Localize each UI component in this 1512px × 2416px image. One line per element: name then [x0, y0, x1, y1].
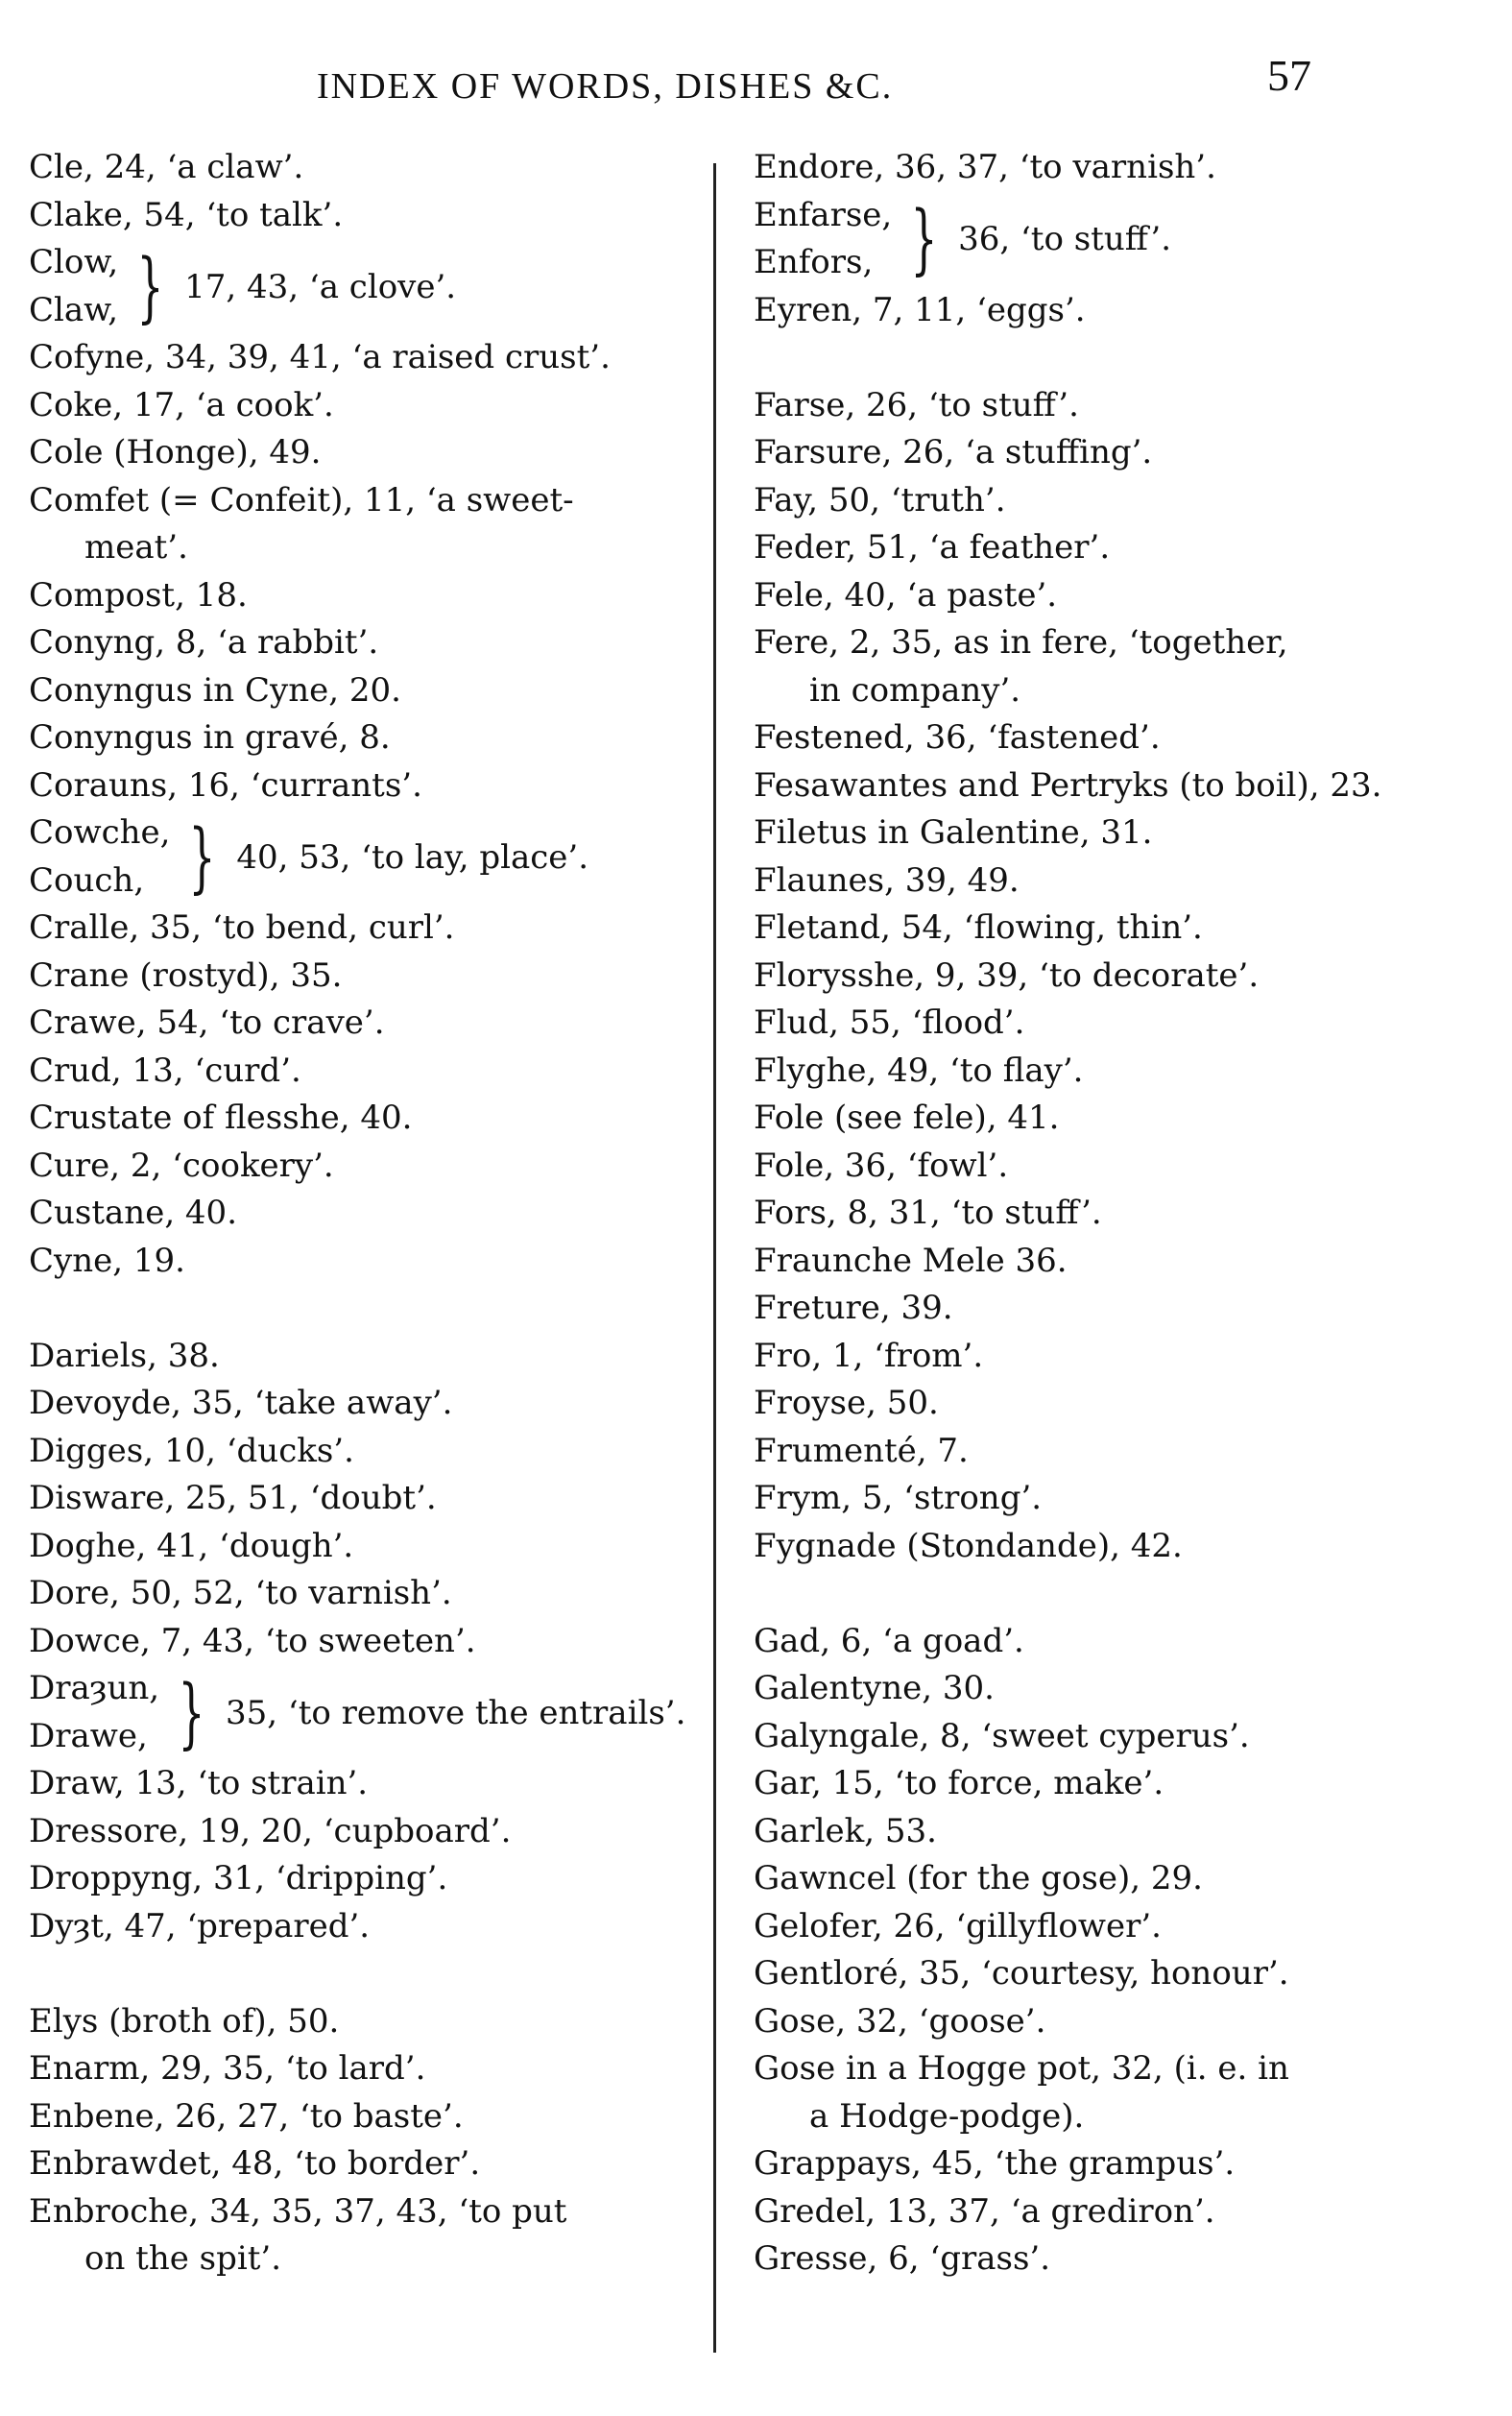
index-entry: Gredel, 13, 37, ‘a grediron’. — [754, 2191, 1215, 2231]
index-entry: Cle, 24, ‘a claw’. — [29, 148, 304, 186]
index-entry: Fraunche Mele 36. — [754, 1241, 1068, 1280]
index-entry-variant-pair — [754, 192, 1426, 287]
index-entry: Enbene, 26, 27, ‘to baste’. — [29, 2096, 464, 2136]
index-entry: Froyse, 50. — [754, 1384, 939, 1422]
index-entry: Filetus in Galentine, 31. — [754, 813, 1153, 852]
index-entry: Cole (Honge), 49. — [29, 433, 322, 471]
index-entry: Elys (broth of), 50. — [29, 2001, 340, 2041]
variant-word: Cowche, — [29, 813, 171, 852]
index-entry: Gentloré, 35, ‘courtesy, honour’. — [754, 1954, 1289, 1993]
index-entry: Gresse, 6, ‘grass’. — [754, 2239, 1051, 2278]
index-entry: Galyngale, 8, ‘sweet cyperus’. — [754, 1716, 1250, 1755]
index-entry: Dowce, 7, 43, ‘to sweeten’. — [29, 1621, 476, 1660]
index-entry: Dariels, 38. — [29, 1336, 220, 1375]
index-entry: Corauns, 16, ‘currants’. — [29, 765, 422, 805]
entry-definition: 17, 43, ‘a clove’. — [184, 267, 457, 306]
index-entry: Flud, 55, ‘flood’. — [754, 1003, 1025, 1042]
variant-word: Enfors, — [754, 243, 874, 281]
index-entry: Dressore, 19, 20, ‘cupboard’. — [29, 1811, 512, 1850]
index-column-left — [29, 144, 701, 2283]
index-entry: Fole, 36, ‘fowl’. — [754, 1146, 1009, 1185]
index-entry-variant-pair — [29, 1665, 701, 1760]
running-title: INDEX OF WORDS, DISHES &C. — [317, 66, 894, 107]
index-entry: Cyne, 19. — [29, 1241, 185, 1280]
index-entry: Frumenté, 7. — [754, 1431, 969, 1470]
index-entry: Cralle, 35, ‘to bend, curl’. — [29, 908, 455, 947]
index-entry: Grappays, 45, ‘the grampus’. — [754, 2144, 1236, 2183]
index-entry: Fro, 1, ‘from’. — [754, 1336, 984, 1375]
variant-word: Enfarse, — [754, 195, 893, 234]
section-gap — [754, 1570, 1426, 1618]
index-entry: Farsure, 26, ‘a stuffing’. — [754, 433, 1153, 471]
index-entry: Gose in a Hogge pot, 32, (i. e. in — [754, 2049, 1289, 2088]
index-entry: Festened, 36, ‘fastened’. — [754, 718, 1161, 757]
index-entry: Conyng, 8, ‘a rabbit’. — [29, 623, 379, 662]
index-entry: Fesawantes and Pertryks (to boil), 23. — [754, 765, 1382, 805]
section-gap — [29, 1285, 701, 1333]
index-entry: Disware, 25, 51, ‘doubt’. — [29, 1479, 437, 1517]
index-entry: Droppyng, 31, ‘dripping’. — [29, 1859, 448, 1897]
variant-words — [29, 239, 118, 334]
index-entry: Coke, 17, ‘a cook’. — [29, 385, 334, 424]
brace-mark: } — [188, 811, 216, 902]
brace-mark: } — [910, 194, 938, 283]
index-entry: Comfet (= Confeit), 11, ‘a sweet- — [29, 480, 574, 519]
entry-definition: 35, ‘to remove the entrails’. — [226, 1693, 686, 1732]
index-entry: Fay, 50, ‘truth’. — [754, 480, 1006, 519]
index-entry: Fele, 40, ‘a paste’. — [754, 575, 1058, 615]
section-gap — [29, 1950, 701, 1998]
variant-words — [29, 1665, 159, 1760]
index-entry: Flaunes, 39, 49. — [754, 860, 1020, 900]
index-entry: Crawe, 54, ‘to crave’. — [29, 1003, 385, 1042]
index-entry: Gawncel (for the gose), 29. — [754, 1859, 1203, 1897]
index-entry: Galentyne, 30. — [754, 1669, 995, 1707]
index-entry: Digges, 10, ‘ducks’. — [29, 1431, 354, 1470]
index-entry-continuation: meat’. — [84, 528, 188, 567]
index-entry: Gar, 15, ‘to force, make’. — [754, 1764, 1164, 1802]
variant-words — [29, 809, 170, 905]
index-entry: Fere, 2, 35, as in fere, ‘together, — [754, 623, 1288, 662]
index-entry: Clake, 54, ‘to talk’. — [29, 195, 344, 234]
column-divider — [713, 163, 716, 2353]
index-entry: Cure, 2, ‘cookery’. — [29, 1146, 334, 1185]
index-entry: Crane (rostyd), 35. — [29, 955, 343, 995]
index-entry: Dore, 50, 52, ‘to varnish’. — [29, 1574, 452, 1612]
index-entry: Gelofer, 26, ‘gillyflower’. — [754, 1906, 1162, 1945]
variant-word: Clow, — [29, 243, 119, 281]
index-entry: Gose, 32, ‘goose’. — [754, 2001, 1046, 2041]
index-entry: Fors, 8, 31, ‘to stuff’. — [754, 1194, 1102, 1232]
index-column-right — [754, 144, 1426, 2283]
variant-words — [754, 192, 892, 287]
index-entry: Conyngus in Cyne, 20. — [29, 670, 401, 710]
index-entry: Enbroche, 34, 35, 37, 43, ‘to put — [29, 2191, 567, 2231]
section-gap — [754, 334, 1426, 382]
index-entry: Doghe, 41, ‘dough’. — [29, 1526, 354, 1565]
index-entry: Compost, 18. — [29, 575, 248, 615]
variant-word: Couch, — [29, 860, 145, 900]
index-entry: Devoyde, 35, ‘take away’. — [29, 1384, 453, 1422]
index-entry: Custane, 40. — [29, 1194, 237, 1232]
index-entry: Crustate of flesshe, 40. — [29, 1099, 413, 1137]
index-entry: Garlek, 53. — [754, 1811, 937, 1850]
index-entry: Eyren, 7, 11, ‘eggs’. — [754, 290, 1086, 329]
index-entry: Farse, 26, ‘to stuff’. — [754, 385, 1079, 424]
index-entry-continuation: a Hodge-podge). — [809, 2096, 1085, 2136]
index-entry: Fole (see fele), 41. — [754, 1099, 1060, 1137]
index-entry-variant-pair — [29, 239, 701, 334]
index-entry: Freture, 39. — [754, 1289, 953, 1327]
index-entry: Conyngus in gravé, 8. — [29, 718, 391, 757]
variant-word: Draȝun, — [29, 1669, 160, 1707]
index-entry: Fygnade (Stondande), 42. — [754, 1526, 1183, 1565]
index-entry-continuation: on the spit’. — [84, 2239, 282, 2278]
index-entry: Florysshe, 9, 39, ‘to decorate’. — [754, 955, 1260, 995]
variant-word: Claw, — [29, 290, 119, 329]
index-entry: Crud, 13, ‘curd’. — [29, 1051, 301, 1090]
index-entry: Flyghe, 49, ‘to flay’. — [754, 1051, 1084, 1090]
brace-mark: } — [178, 1667, 205, 1757]
index-entry: Fletand, 54, ‘flowing, thin’. — [754, 908, 1203, 947]
page-number: 57 — [1267, 51, 1311, 100]
variant-word: Drawe, — [29, 1716, 148, 1755]
index-entry: Enbrawdet, 48, ‘to border’. — [29, 2144, 481, 2183]
index-entry-variant-pair — [29, 809, 701, 905]
entry-definition: 36, ‘to stuff’. — [958, 220, 1172, 258]
entry-definition: 40, 53, ‘to lay, place’. — [236, 837, 589, 877]
index-entry: Feder, 51, ‘a feather’. — [754, 528, 1111, 567]
index-entry: Enarm, 29, 35, ‘to lard’. — [29, 2049, 426, 2088]
index-entry: Draw, 13, ‘to strain’. — [29, 1764, 369, 1802]
page-header — [0, 38, 1512, 125]
brace-mark: } — [136, 241, 164, 331]
index-entry: Gad, 6, ‘a goad’. — [754, 1621, 1024, 1660]
index-entry-continuation: in company’. — [809, 670, 1021, 710]
index-entry: Endore, 36, 37, ‘to varnish’. — [754, 148, 1216, 186]
index-entry: Dyȝt, 47, ‘prepared’. — [29, 1906, 371, 1945]
index-entry: Cofyne, 34, 39, 41, ‘a raised crust’. — [29, 338, 611, 376]
index-entry: Frym, 5, ‘strong’. — [754, 1479, 1043, 1517]
